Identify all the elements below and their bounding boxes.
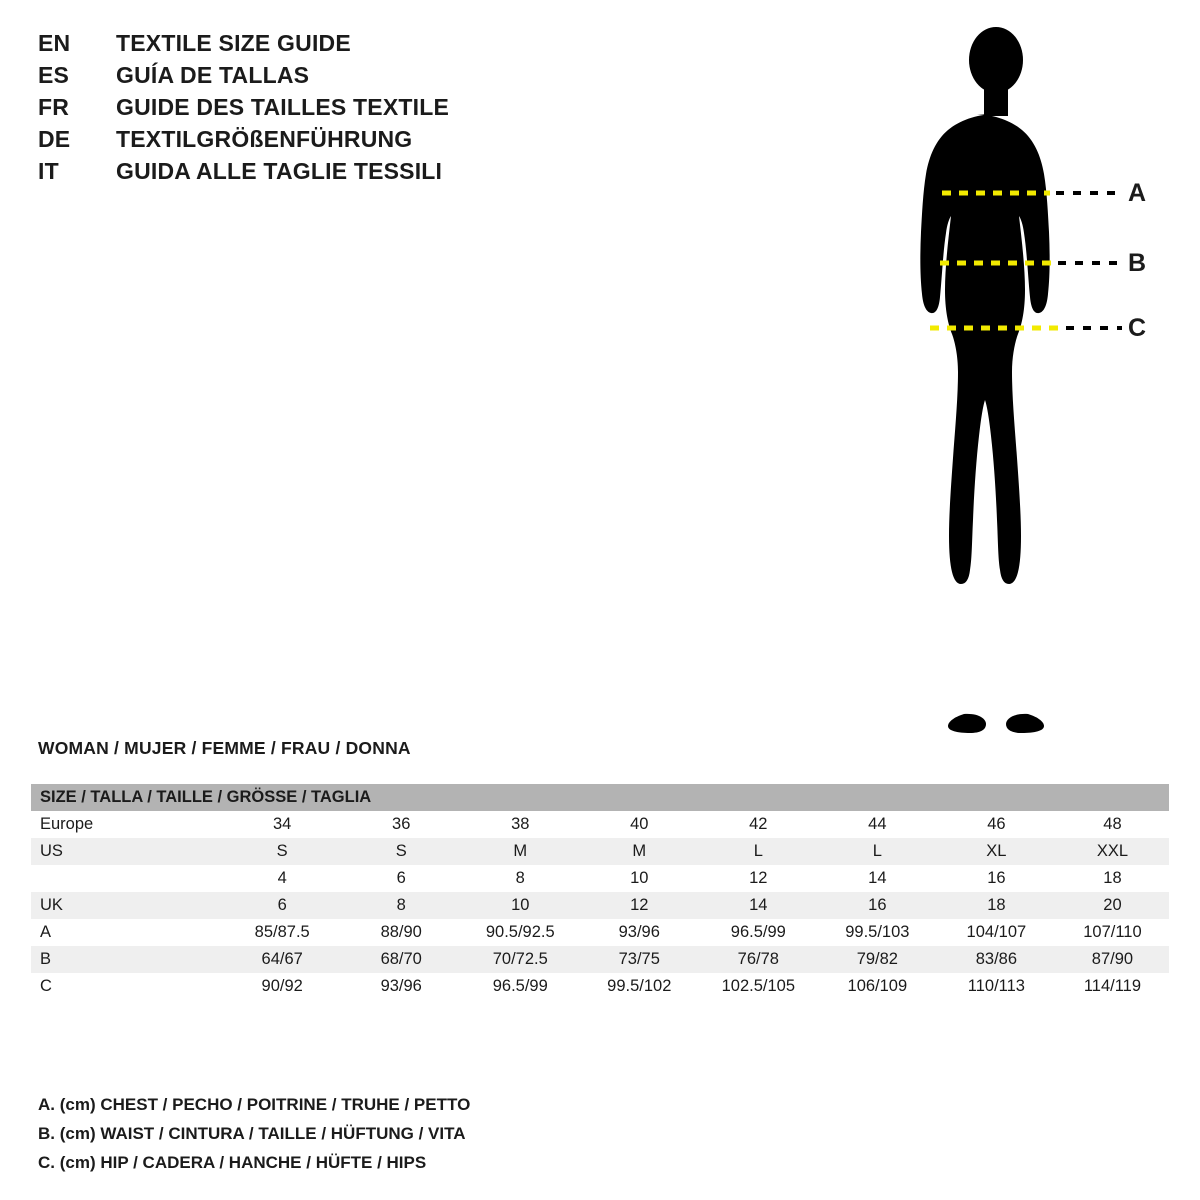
cell: 68/70 [342,946,461,973]
cell: 14 [818,865,937,892]
cell: 12 [699,865,818,892]
cell: 85/87.5 [223,919,342,946]
cell: 114/119 [1056,973,1169,1000]
title-text: GUÍA DE TALLAS [116,62,310,88]
cell: 88/90 [342,919,461,946]
row-label: US [31,838,223,865]
title-row [38,62,558,94]
cell: 73/75 [580,946,699,973]
cell: 93/96 [580,919,699,946]
cell: 107/110 [1056,919,1169,946]
cell: M [461,838,580,865]
cell: 42 [699,811,818,838]
cell: 64/67 [223,946,342,973]
table-row [31,865,1169,892]
cell: 36 [342,811,461,838]
cell: 8 [461,865,580,892]
row-label: B [31,946,223,973]
title-language-code: IT [38,158,59,184]
note-waist: B. (cm) WAIST / CINTURA / TAILLE / HÜFTUNG / VITA [38,1124,466,1143]
table-row [31,973,1169,1000]
cell: 10 [580,865,699,892]
row-label: Europe [31,811,223,838]
measure-label-b: B [1128,249,1147,277]
table-row [31,946,1169,973]
cell: 40 [580,811,699,838]
title-language-code: DE [38,126,71,152]
cell: 76/78 [699,946,818,973]
row-label [31,865,223,892]
title-text: TEXTILGRÖßENFÜHRUNG [116,126,413,152]
cell: 79/82 [818,946,937,973]
table-header-row [31,784,1169,811]
cell: 106/109 [818,973,937,1000]
title-language-code: EN [38,30,71,56]
cell: 99.5/103 [818,919,937,946]
cell: 14 [699,892,818,919]
size-table-wrap [31,784,1169,1000]
cell: M [580,838,699,865]
cell: 16 [818,892,937,919]
section-label-woman: WOMAN / MUJER / FEMME / FRAU / DONNA [38,738,411,758]
cell: 10 [461,892,580,919]
cell: XL [937,838,1056,865]
table-header-label: SIZE / TALLA / TAILLE / GRÖSSE / TAGLIA [31,784,1169,811]
cell: 90/92 [223,973,342,1000]
cell: 102.5/105 [699,973,818,1000]
cell: 90.5/92.5 [461,919,580,946]
cell: L [699,838,818,865]
cell: 83/86 [937,946,1056,973]
table-row [31,892,1169,919]
cell: 8 [342,892,461,919]
title-text: GUIDA ALLE TAGLIE TESSILI [116,158,443,184]
title-row [38,94,558,126]
measurement-notes [38,1090,838,1177]
cell: 99.5/102 [580,973,699,1000]
cell: 93/96 [342,973,461,1000]
cell: 12 [580,892,699,919]
note-hip: C. (cm) HIP / CADERA / HANCHE / HÜFTE / HIPS [38,1153,427,1172]
cell: S [223,838,342,865]
title-row [38,158,558,190]
table-row [31,838,1169,865]
cell: 70/72.5 [461,946,580,973]
note-chest: A. (cm) CHEST / PECHO / POITRINE / TRUHE / PETTO [38,1095,471,1114]
cell: 48 [1056,811,1169,838]
cell: 20 [1056,892,1169,919]
cell: 18 [1056,865,1169,892]
woman-silhouette-figure [860,18,1190,758]
title-text: TEXTILE SIZE GUIDE [116,30,351,56]
cell: 104/107 [937,919,1056,946]
row-label: C [31,973,223,1000]
title-row [38,30,558,62]
cell: XXL [1056,838,1169,865]
cell: 96.5/99 [461,973,580,1000]
table-row [31,811,1169,838]
measure-label-c: C [1128,314,1147,342]
row-label: UK [31,892,223,919]
cell: 87/90 [1056,946,1169,973]
cell: 44 [818,811,937,838]
cell: 38 [461,811,580,838]
size-table [31,784,1169,1000]
cell: 34 [223,811,342,838]
cell: 96.5/99 [699,919,818,946]
cell: 4 [223,865,342,892]
title-text: GUIDE DES TAILLES TEXTILE [116,94,449,120]
silhouette-shape [920,27,1049,733]
title-row [38,126,558,158]
title-language-code: ES [38,62,70,88]
cell: 16 [937,865,1056,892]
measure-label-a: A [1128,179,1147,207]
cell: 110/113 [937,973,1056,1000]
cell: 46 [937,811,1056,838]
title-block [38,30,558,190]
title-language-code: FR [38,94,70,120]
row-label: A [31,919,223,946]
cell: 18 [937,892,1056,919]
table-row [31,919,1169,946]
cell: 6 [223,892,342,919]
cell: 6 [342,865,461,892]
cell: L [818,838,937,865]
cell: S [342,838,461,865]
